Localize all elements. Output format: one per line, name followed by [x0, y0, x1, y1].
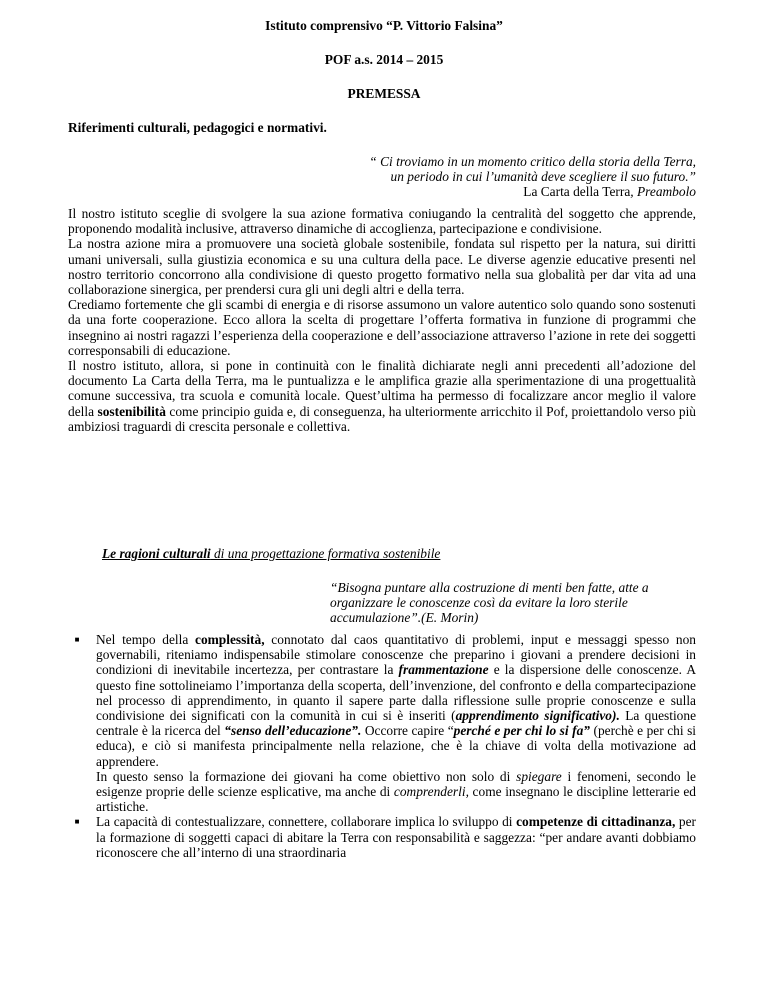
section-title-bold: Le ragioni culturali — [102, 546, 211, 561]
square-bullet-icon: ■ — [74, 635, 80, 644]
intro-text — [68, 206, 696, 434]
quote1-line2: un periodo in cui l’umanità deve scegliere il suo futuro.” — [390, 169, 696, 185]
bullet2-paragraph: La capacità di contestualizzare, connettere, collaborare implica lo sviluppo di competenze di cittadinanza, per la formazione di soggetti capaci di abitare la Terra con responsabilità e saggezza: “per andare avanti dobbiamo riconoscere che all’interno di una straordinaria — [96, 814, 696, 860]
section-heading — [102, 546, 440, 561]
institute-title: Istituto comprensivo “P. Vittorio Falsina” — [265, 18, 503, 33]
intro-p4-b: come principio guida e, di conseguenza, ha ulteriormente arricchito il Pof, proiettandolo verso più ambiziosi traguardi di crescita personale e collettiva. — [68, 403, 696, 434]
square-bullet-icon: ■ — [74, 817, 80, 827]
section-title-rest: di una progettazione formativa sostenibile — [210, 546, 441, 561]
intro-paragraph-3: Crediamo fortemente che gli scambi di energia e di risorse assumono un valore autentico solo quando sono sostenuti da una forte cooperazione. Ecco allora la scelta di progettare l’offerta formativa in funzione di programmi che insegnino ai nostri ragazzi l’esperienza della cooperazione e dell’associazione attraverso l’azione in rete dei soggetti corresponsabili di educazione. — [68, 297, 696, 358]
bullet1-paragraph-1: Nel tempo della complessità, connotato dal caos quantitativo di problemi, input e messaggi spesso non governabili, riteniamo indispensabile stimolare conoscenze che preparino i giovani a prendere decisioni in condizioni di inevitabile incertezza, per contrastare la frammentazione e la dispersione delle conoscenze. A questo fine sottolineiamo l’importanza della scoperta, dell’invenzione, del confronto e della compartecipazione nel processo di apprendimento, in quanto il sapere parte dalla riflessione sulle proprie conoscenze e sulla condivisione dei significati con la comunità in cui si è inseriti (apprendimento significativo). La questione centrale è la ricerca del “senso dell’educazione”. Occorre capire “perché e per chi lo si fa” (perchè e per chi si educa), e ciò si manifesta principalmente nella relazione, che è la chiave di volta della motivazione ad apprendere. — [96, 632, 697, 769]
intro-p4-bold: sostenibilità — [97, 403, 166, 419]
list-item — [74, 814, 696, 860]
quote1-part: , Preambolo — [630, 184, 696, 200]
morin-quote: “Bisogna puntare alla costruzione di menti ben fatte, atte a organizzare le conoscenze così da evitare la loro sterile accumulazione”.(E. Morin) — [330, 580, 649, 626]
earth-charter-quote — [300, 154, 696, 200]
bullet-list — [74, 632, 697, 860]
pof-title: POF a.s. 2014 – 2015 — [324, 52, 444, 67]
quote1-source: La Carta della Terra — [523, 184, 631, 200]
quote1-attribution — [300, 184, 696, 199]
intro-paragraph-4 — [68, 358, 696, 434]
list-item — [74, 632, 697, 815]
intro-paragraph-1: Il nostro istituto sceglie di svolgere la sua azione formativa coniugando la centralità del soggetto che apprende, proponendo modalità inclusive, attraverso dinamiche di accoglienza, partecipazione e condivisione. — [68, 206, 696, 237]
premessa-title: PREMESSA — [347, 86, 421, 101]
references-heading: Riferimenti culturali, pedagogici e normativi. — [68, 120, 327, 135]
intro-p4-a: Il nostro istituto, allora, si pone in continuità con le finalità dichiarate negli anni precedenti all’adozione del documento La Carta della Terra, ma le puntualizza e le amplifica grazie alla sperimentazione di una progettualità comune successiva, tra scuola e comunità locale. Quest’ultima ha permesso di focalizzare ancor meglio il valore della — [68, 358, 696, 419]
quote1-line1: “ Ci troviamo in un momento critico della storia della Terra, — [369, 154, 696, 169]
intro-paragraph-2: La nostra azione mira a promuovere una società globale sostenibile, fondata sul rispetto per la natura, sui diritti umani universali, sulla giustizia economica e su una cultura della pace. Le diverse agenzie educative presenti nel nostro territorio concorrono alla condivisione di questo progetto formativo nella sua globalità per dar vita ad una collaborazione sinergica, per prendersi cura gli uni degli altri e della terra. — [68, 236, 696, 298]
bullet1-paragraph-2: In questo senso la formazione dei giovani ha come obiettivo non solo di spiegare i fenomeni, secondo le esigenze proprie delle scienze esplicative, ma anche di comprenderli, come insegnano le discipline letterarie ed artistiche. — [96, 768, 696, 815]
